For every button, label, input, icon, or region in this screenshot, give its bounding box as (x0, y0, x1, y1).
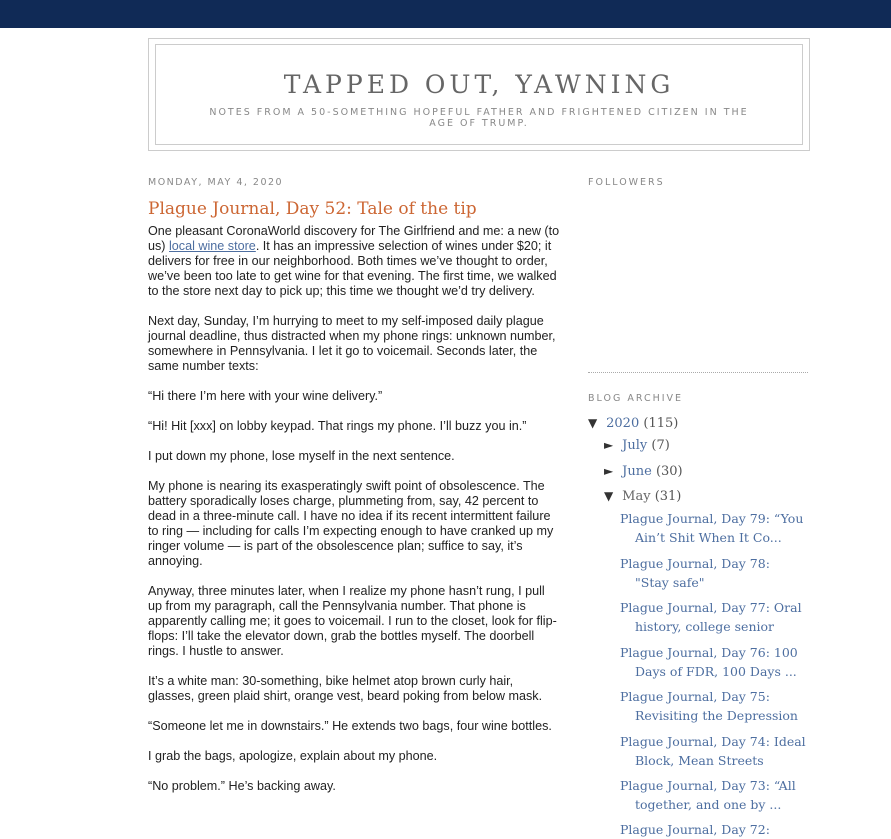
followers-heading: FOLLOWERS (588, 177, 665, 188)
archive-month-july (604, 438, 670, 453)
post-paragraph: Next day, Sunday, I’m hurrying to meet to my self-imposed daily plague journal deadline, thus distracted when my phone rings: unknown number, somewhere in Pennsylvania. I let it go to voicemail. Seconds later, the same number texts: (148, 314, 556, 373)
archive-count: (115) (643, 416, 679, 431)
expand-toggle-icon[interactable]: ► (604, 464, 614, 478)
post-paragraph: It’s a white man: 30-something, bike helmet atop brown curly hair, glasses, green plaid shirt, orange vest, beard poking from below mask. (148, 674, 543, 703)
archive-post-link[interactable]: Plague Journal, Day 76: 100 Days of FDR, 100 Days ... (620, 645, 798, 679)
post-paragraph: Anyway, three minutes later, when I realize my phone hasn’t rung, I pull up from my paragraph, call the Pennsylvania number. That phone is apparently calling me; it goes to voicemail. I run to the closet, look for flip-flops: I’ll take the elevator down, grab the bottles myself. The doorbell rings. I hustle to answer. (148, 584, 557, 658)
blog-archive-heading: BLOG ARCHIVE (588, 393, 684, 404)
archive-month-link[interactable]: July (622, 438, 648, 453)
archive-count: (31) (654, 489, 682, 504)
sidebar-divider (588, 372, 808, 373)
post-paragraph: One pleasant CoronaWorld discovery for The Girlfriend and me: a new (to us) local wine store. It has an impressive selection of wines under $20; it delivers for free in our neighborhood. Both times we’ve thought to order, we’ve been too late to get wine for that evening. The first time, we walked to the store next day to pick up; this time we thought we’d try delivery. (148, 224, 560, 298)
top-navigation-bar (0, 0, 891, 28)
archive-post-link[interactable]: Plague Journal, Day 74: Ideal Block, Mean Streets (620, 734, 806, 768)
blog-header-inner (155, 44, 803, 145)
post-paragraph: I grab the bags, apologize, explain about my phone. (148, 749, 438, 763)
blog-title[interactable]: TAPPED OUT, YAWNING (283, 70, 675, 99)
post-paragraph: “No problem.” He’s backing away. (148, 779, 336, 793)
post-paragraph: My phone is nearing its exasperatingly swift point of obsolescence. The battery sporadically loses charge, plummeting from, say, 42 percent to dead in a three-minute call. I have no idea if its recent intermittent failure to ring — including for calls I’m expecting enough to have cranked up my ringer volume — is part of the obsolescence plan; suffice to say, it’s annoying. (148, 479, 554, 568)
post-title[interactable]: Plague Journal, Day 52: Tale of the tip (148, 199, 477, 219)
archive-post-link[interactable]: Plague Journal, Day 78: "Stay safe" (620, 556, 770, 590)
archive-month-link[interactable]: May (622, 489, 651, 504)
archive-post-link[interactable]: Plague Journal, Day 73: “All together, and one by ... (620, 778, 796, 812)
archive-count: (7) (651, 438, 670, 453)
archive-post-link[interactable]: Plague Journal, Day 72: (620, 822, 770, 837)
expand-toggle-icon[interactable]: ► (604, 438, 614, 452)
collapse-toggle-icon[interactable]: ▼ (588, 416, 598, 430)
archive-month-link[interactable]: June (622, 464, 652, 479)
post-paragraph: “Hi there I’m here with your wine delivery.” (148, 389, 383, 403)
archive-count: (30) (655, 464, 683, 479)
collapse-toggle-icon[interactable]: ▼ (604, 489, 614, 503)
blog-header (148, 38, 810, 151)
local-wine-store-link[interactable]: local wine store (169, 239, 256, 253)
archive-post-link[interactable]: Plague Journal, Day 79: “You Ain’t Shit When It Co... (620, 511, 804, 545)
archive-post-link[interactable]: Plague Journal, Day 77: Oral history, college senior (620, 600, 802, 634)
post-body (148, 224, 560, 809)
archive-month-june (604, 464, 683, 479)
post-date: MONDAY, MAY 4, 2020 (148, 177, 284, 188)
post-paragraph: “Hi! Hit [xxx] on lobby keypad. That rings my phone. I’ll buzz you in.” (148, 419, 527, 433)
blog-description: NOTES FROM A 50-SOMETHING HOPEFUL FATHER AND FRIGHTENED CITIZEN IN THE AGE OF TRUMP. (209, 107, 749, 129)
post-paragraph: “Someone let me in downstairs.” He extends two bags, four wine bottles. (148, 719, 552, 733)
post-paragraph: I put down my phone, lose myself in the next sentence. (148, 449, 455, 463)
archive-year-2020 (588, 416, 678, 431)
archive-post-link[interactable]: Plague Journal, Day 75: Revisiting the Depression (620, 689, 798, 723)
archive-month-may (604, 489, 681, 504)
archive-year-link[interactable]: 2020 (606, 416, 640, 431)
